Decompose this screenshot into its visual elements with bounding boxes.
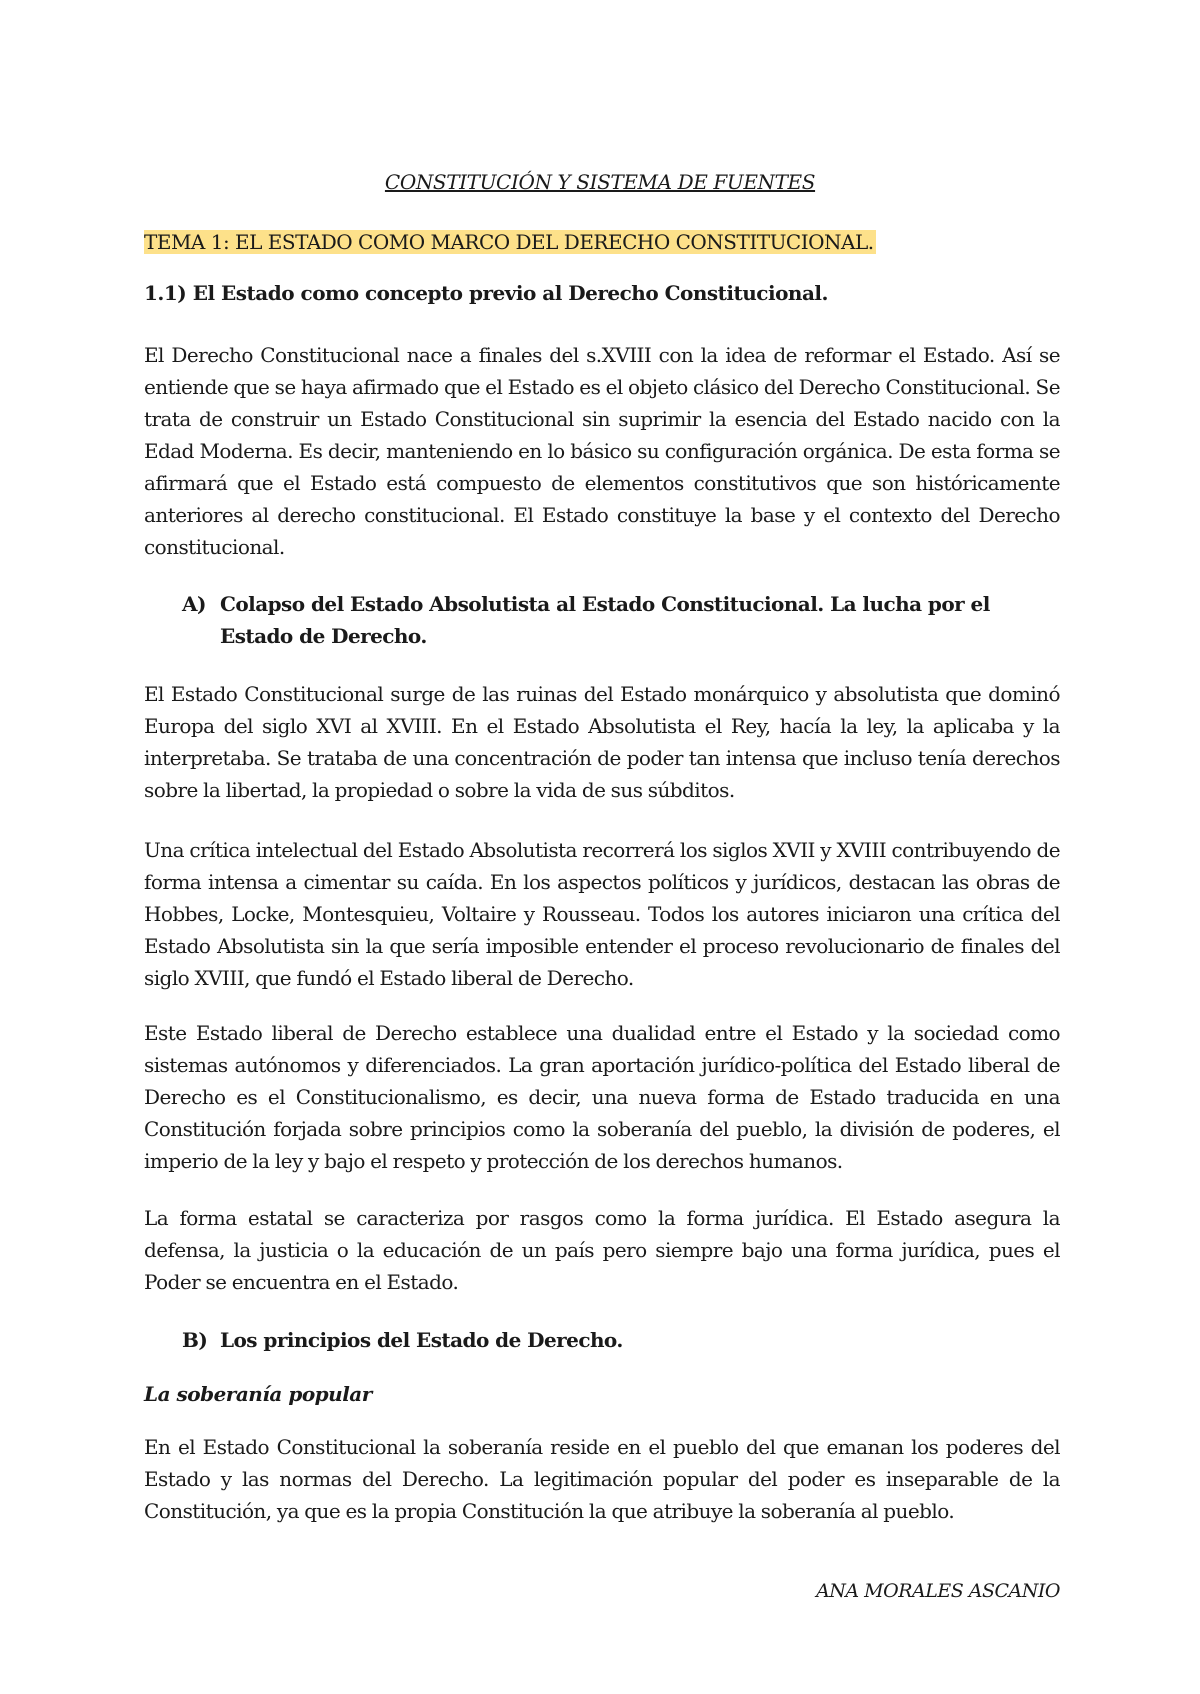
document-title: CONSTITUCIÓN Y SISTEMA DE FUENTES <box>384 170 816 194</box>
subsection-b-heading <box>182 1324 1060 1356</box>
subsection-a-letter: A) <box>182 592 206 616</box>
paragraph-2: El Estado Constitucional surge de las ruinas del Estado monárquico y absolutista que dominó Europa del siglo XVI al XVIII. En el Estado Absolutista el Rey, hacía la ley, la aplicaba y la interpretaba. Se trataba de una concentración de poder tan intensa que incluso tenía derechos sobre la libertad, la propiedad o sobre la vida de sus súbditos. <box>144 682 1060 802</box>
subsection-a-heading <box>182 588 1060 652</box>
subsection-b-text: Los principios del Estado de Derecho. <box>220 1328 623 1352</box>
paragraph-4: Este Estado liberal de Derecho establece una dualidad entre el Estado y la sociedad como sistemas autónomos y diferenciados. La gran aportación jurídico-política del Estado liberal de Derecho es el Constitucionalismo, es decir, una nueva forma de Estado traducida en una Constitución forjada sobre principios como la soberanía del pueblo, la división de poderes, el imperio de la ley y bajo el respeto y protección de los derechos humanos. <box>144 1021 1060 1173</box>
tema-heading <box>144 227 876 257</box>
soberania-heading: La soberanía popular <box>144 1382 372 1406</box>
subsection-b-letter: B) <box>182 1328 208 1352</box>
subsection-a-text: Colapso del Estado Absolutista al Estado Constitucional. La lucha por el Estado de Derecho. <box>220 592 990 648</box>
paragraph-6: En el Estado Constitucional la soberanía reside en el pueblo del que emanan los poderes del Estado y las normas del Derecho. La legitimación popular del poder es inseparable de la Constitución, ya que es la propia Constitución la que atribuye la soberanía al pueblo. <box>144 1435 1060 1523</box>
paragraph-1: El Derecho Constitucional nace a finales del s.XVIII con la idea de reformar el Estado. Así se entiende que se haya afirmado que el Estado es el objeto clásico del Derecho Constitucional. Se trata de construir un Estado Constitucional sin suprimir la esencia del Estado nacido con la Edad Moderna. Es decir, manteniendo en lo básico su configuración orgánica. De esta forma se afirmará que el Estado está compuesto de elementos constitutivos que son históricamente anteriores al derecho constitucional. El Estado constituye la base y el contexto del Derecho constitucional. <box>144 343 1060 559</box>
paragraph-5: La forma estatal se caracteriza por rasgos como la forma jurídica. El Estado asegura la defensa, la justicia o la educación de un país pero siempre bajo una forma jurídica, pues el Poder se encuentra en el Estado. <box>144 1206 1060 1294</box>
paragraph-3: Una crítica intelectual del Estado Absolutista recorrerá los siglos XVII y XVIII contribuyendo de forma intensa a cimentar su caída. En los aspectos políticos y jurídicos, destacan las obras de Hobbes, Locke, Montesquieu, Voltaire y Rousseau. Todos los autores iniciaron una crítica del Estado Absolutista sin la que sería imposible entender el proceso revolucionario de finales del siglo XVIII, que fundó el Estado liberal de Derecho. <box>144 838 1060 990</box>
section-1-1-heading: 1.1) El Estado como concepto previo al Derecho Constitucional. <box>144 281 828 305</box>
footer-author: ANA MORALES ASCANIO <box>816 1580 1060 1602</box>
tema-highlight: TEMA 1: EL ESTADO COMO MARCO DEL DERECHO CONSTITUCIONAL. <box>144 230 874 254</box>
